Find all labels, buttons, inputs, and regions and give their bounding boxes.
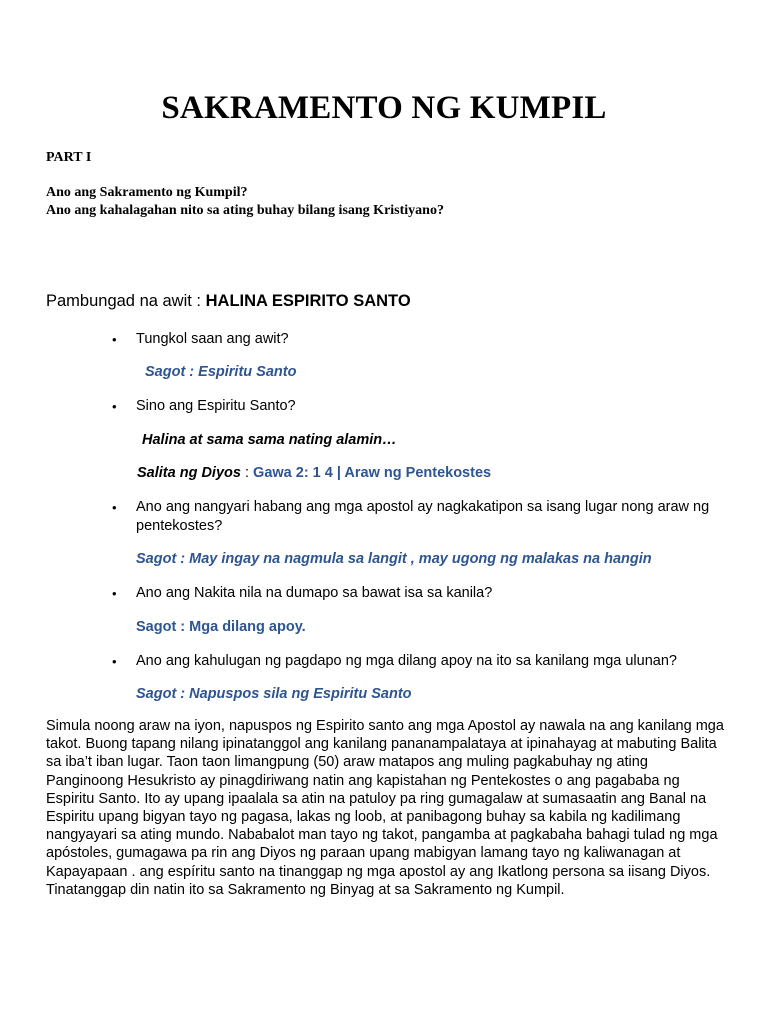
bullet-icon: • [112,654,117,669]
part-heading: PART I [46,150,92,165]
answer-5: Sagot : Napuspos sila ng Espiritu Santo [136,686,412,702]
question-4: Ano ang Nakita nila na dumapo sa bawat isa sa kanila? [136,585,493,601]
question-1: Tungkol saan ang awit? [136,331,289,347]
question-5: Ano ang kahulugan ng pagdapo ng mga dilang apoy na ito sa kanilang mga ulunan? [136,653,677,669]
scripture-line [137,464,491,483]
bullet-icon: • [112,332,117,347]
answer-3: Sagot : May ingay na nagmula sa langit , may ugong ng malakas na hangin [136,551,652,567]
question-3: Ano ang nangyari habang ang mga apostol ay nagkakatipon sa isang lugar nong araw ng pentekostes? [136,499,710,534]
question-2: Sino ang Espiritu Santo? [136,398,296,414]
opening-song-label: Pambungad na awit : [46,292,206,310]
opening-song-line [46,290,411,312]
document-title: SAKRAMENTO NG KUMPIL [161,90,607,126]
scripture-reference: Gawa 2: 1 4 | Araw ng Pentekostes [253,465,492,481]
opening-song-title: HALINA ESPIRITO SANTO [205,292,411,310]
bullet-icon: • [112,500,117,515]
scripture-label: Salita ng Diyos [137,465,241,481]
answer-4: Sagot : Mga dilang apoy. [136,619,306,635]
halina-line: Halina at sama sama nating alamin… [142,432,397,448]
bullet-icon: • [112,586,117,601]
body-paragraph: Simula noong araw na iyon, napuspos ng Espirito santo ang mga Apostol ay nawala na ang kanilang mga takot. Buong tapang nilang ipinatanggol ang kanilang pananampalataya at ipinahayag at mabuting Balita sa iba’t iban lugar. Taon taon limangpung (50) araw matapos ang muling pagkabuhay ng ating Panginoong Hesukristo ay pinagdiriwang natin ang kapistahan ng Pentekostes o ang pagababa ng Espiritu Santo. Ito ay upang ipaalala sa atin na patuloy pa ring gumagalaw at sumasaatin ang Banal na Espiritu upang bigyan tayo ng pagasa, lakas ng loob, at panibagong buhay sa kabila ng kadilimang nangyayari sa ating mundo. Nababalot man tayo ng takot, pangamba at pagkabaha bahagi tulad ng mga apóstoles, gumagawa pa rin ang Diyos ng paraan upang mabigyan lamang tayo ng kaliwanagan at Kapayapaan . ang espíritu santo na tinanggap ng mga apostol ay ang Ikatlong persona sa iisang Diyos. Tinatanggap din natin ito sa Sakramento ng Binyag at sa Sakramento ng Kumpil. [46,718,724,898]
guide-question-1: Ano ang Sakramento ng Kumpil? [46,185,248,200]
bullet-icon: • [112,399,117,414]
scripture-separator: : [240,465,254,481]
guide-question-2: Ano ang kahalagahan nito sa ating buhay bilang isang Kristiyano? [46,203,444,218]
answer-1: Sagot : Espiritu Santo [145,364,297,380]
